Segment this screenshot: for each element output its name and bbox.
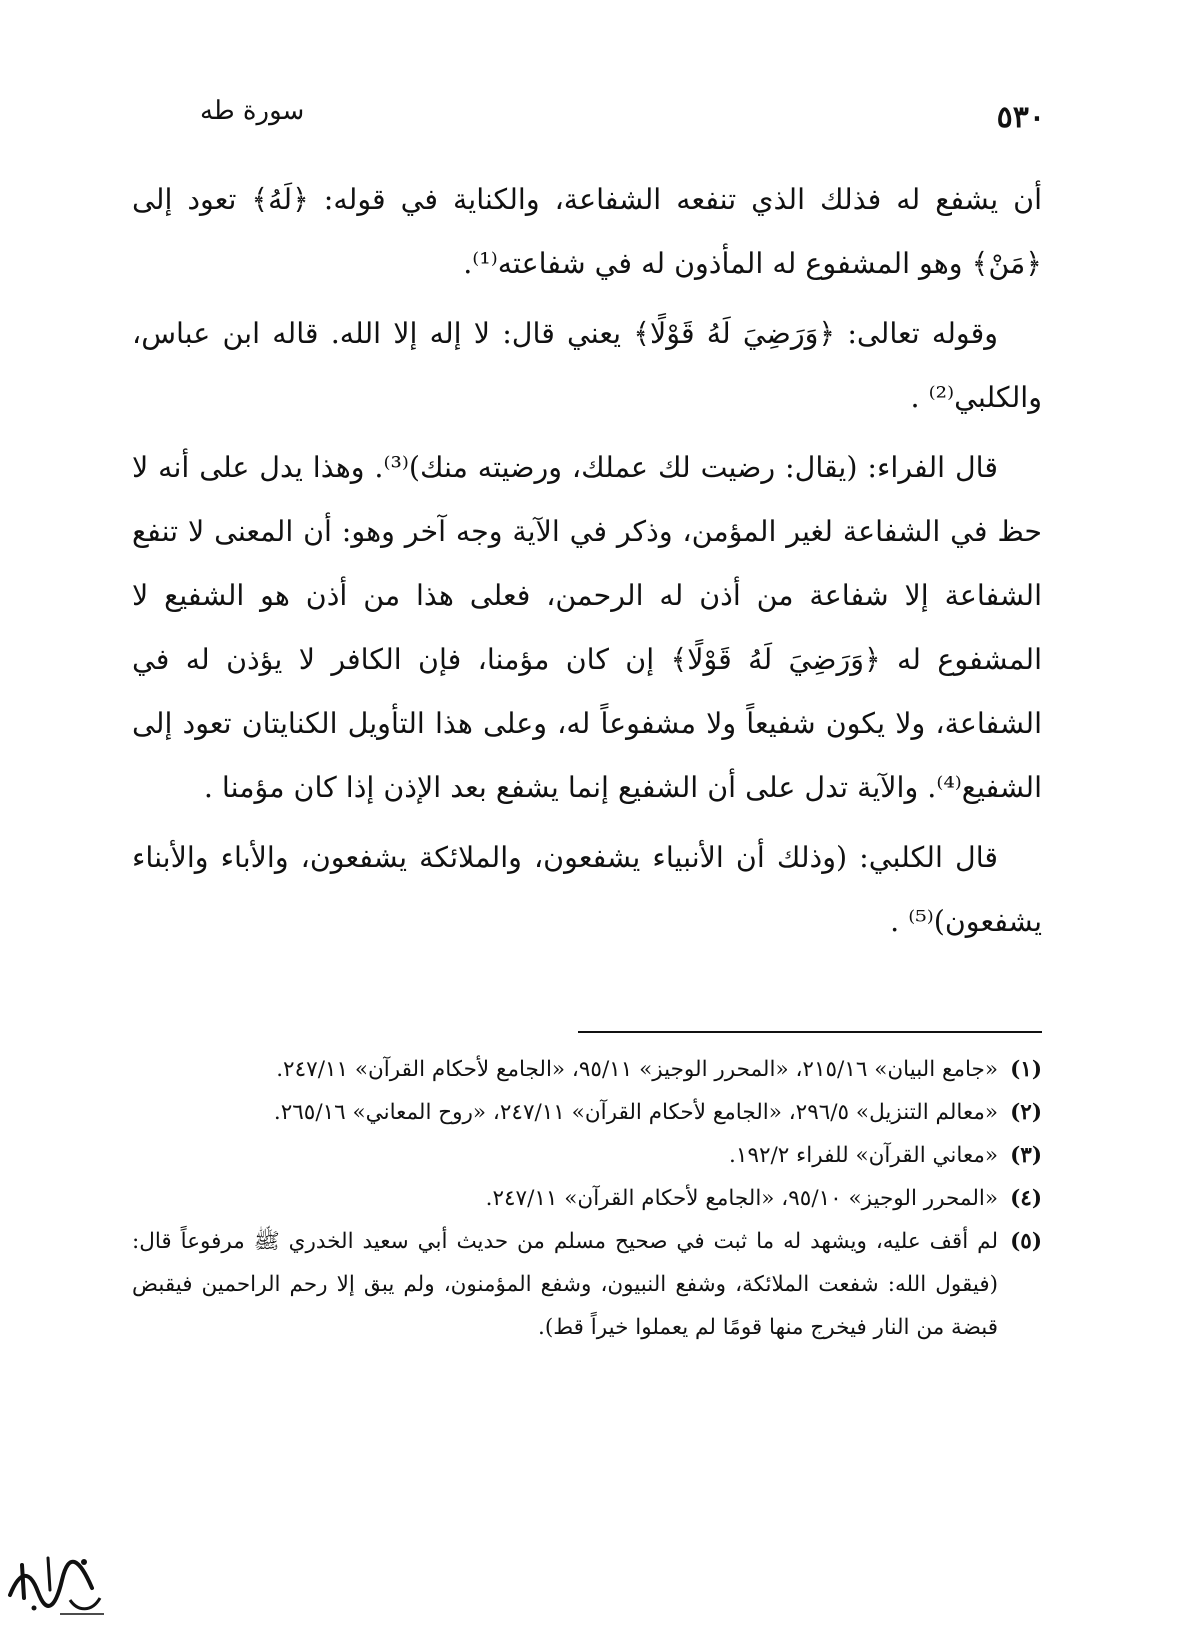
footnote-number: (٢) [1010,1100,1042,1125]
footnote-1 [132,1048,1042,1091]
footnote-4 [132,1177,1042,1220]
publisher-stamp-logo [0,1540,110,1620]
footnote-2 [132,1091,1042,1134]
main-text [132,168,1042,960]
footnote-5 [132,1220,1042,1349]
footnote-text: «جامع البيان» ٢١٥/١٦، «المحرر الوجيز» ٩٥/١١، «الجامع لأحكام القرآن» ٢٤٧/١١. [276,1057,998,1082]
footnote-text: «المحرر الوجيز» ٩٥/١٠، «الجامع لأحكام القرآن» ٢٤٧/١١. [485,1186,998,1211]
footnote-divider [578,1031,1042,1033]
paragraph-4: قال الكلبي: (وذلك أن الأنبياء يشفعون، والملائكة يشفعون، والأباء والأبناء يشفعون)⁽⁵⁾ . [132,841,1042,938]
paragraph-3: قال الفراء: (يقال: رضيت لك عملك، ورضيته منك)⁽³⁾. وهذا يدل على أنه لا حظ في الشفاعة لغير المؤمن، وذكر في الآية وجه آخر وهو: أن المعنى لا تنفع الشفاعة إلا شفاعة من أذن له الرحمن، فعلى هذا من أذن هو الشفيع لا المشفوع له ﴿وَرَضِيَ لَهُ قَوْلًا﴾ إن كان مؤمنا، فإن الكافر لا يؤذن له في الشفاعة، ولا يكون شفيعاً ولا مشفوعاً له، وعلى هذا التأويل الكنايتان تعود إلى الشفيع⁽⁴⁾. والآية تدل على أن الشفيع إنما يشفع بعد الإذن إذا كان مؤمنا . [132,451,1042,804]
footnote-text: «معاني القرآن» للفراء ١٩٢/٢. [729,1143,998,1168]
footnote-3 [132,1134,1042,1177]
footnote-text: لم أقف عليه، ويشهد له ما ثبت في صحيح مسلم من حديث أبي سعيد الخدري ﷺ مرفوعاً قال: (فيقول الله: شفعت الملائكة، وشفع النبيون، وشفع المؤمنون، ولم يبق إلا رحم الراحمين فيقبض قبضة من النار فيخرج منها قومًا لم يعملوا خيراً قط). [132,1229,998,1340]
page-header [200,96,1045,136]
surah-title: سورة طه [200,96,305,126]
paragraph-2: وقوله تعالى: ﴿وَرَضِيَ لَهُ قَوْلًا﴾ يعني قال: لا إله إلا الله. قاله ابن عباس، والكلبي⁽²⁾ . [132,317,1042,414]
footnote-text: «معالم التنزيل» ٢٩٦/٥، «الجامع لأحكام القرآن» ٢٤٧/١١، «روح المعاني» ٢٦٥/١٦. [273,1100,998,1125]
footnote-number: (٥) [1010,1229,1042,1254]
page-number: ٥٣٠ [996,100,1045,135]
paragraph-1: أن يشفع له فذلك الذي تنفعه الشفاعة، والكناية في قوله: ﴿لَهُ﴾ تعود إلى ﴿مَنْ﴾ وهو المشفوع له المأذون له في شفاعته⁽¹⁾. [132,183,1042,280]
footnote-number: (٤) [1010,1186,1042,1211]
footnote-number: (٣) [1010,1143,1042,1168]
footnotes [132,1048,1042,1349]
calligraphy-logo-icon [0,1540,110,1620]
footnote-number: (١) [1010,1057,1042,1082]
